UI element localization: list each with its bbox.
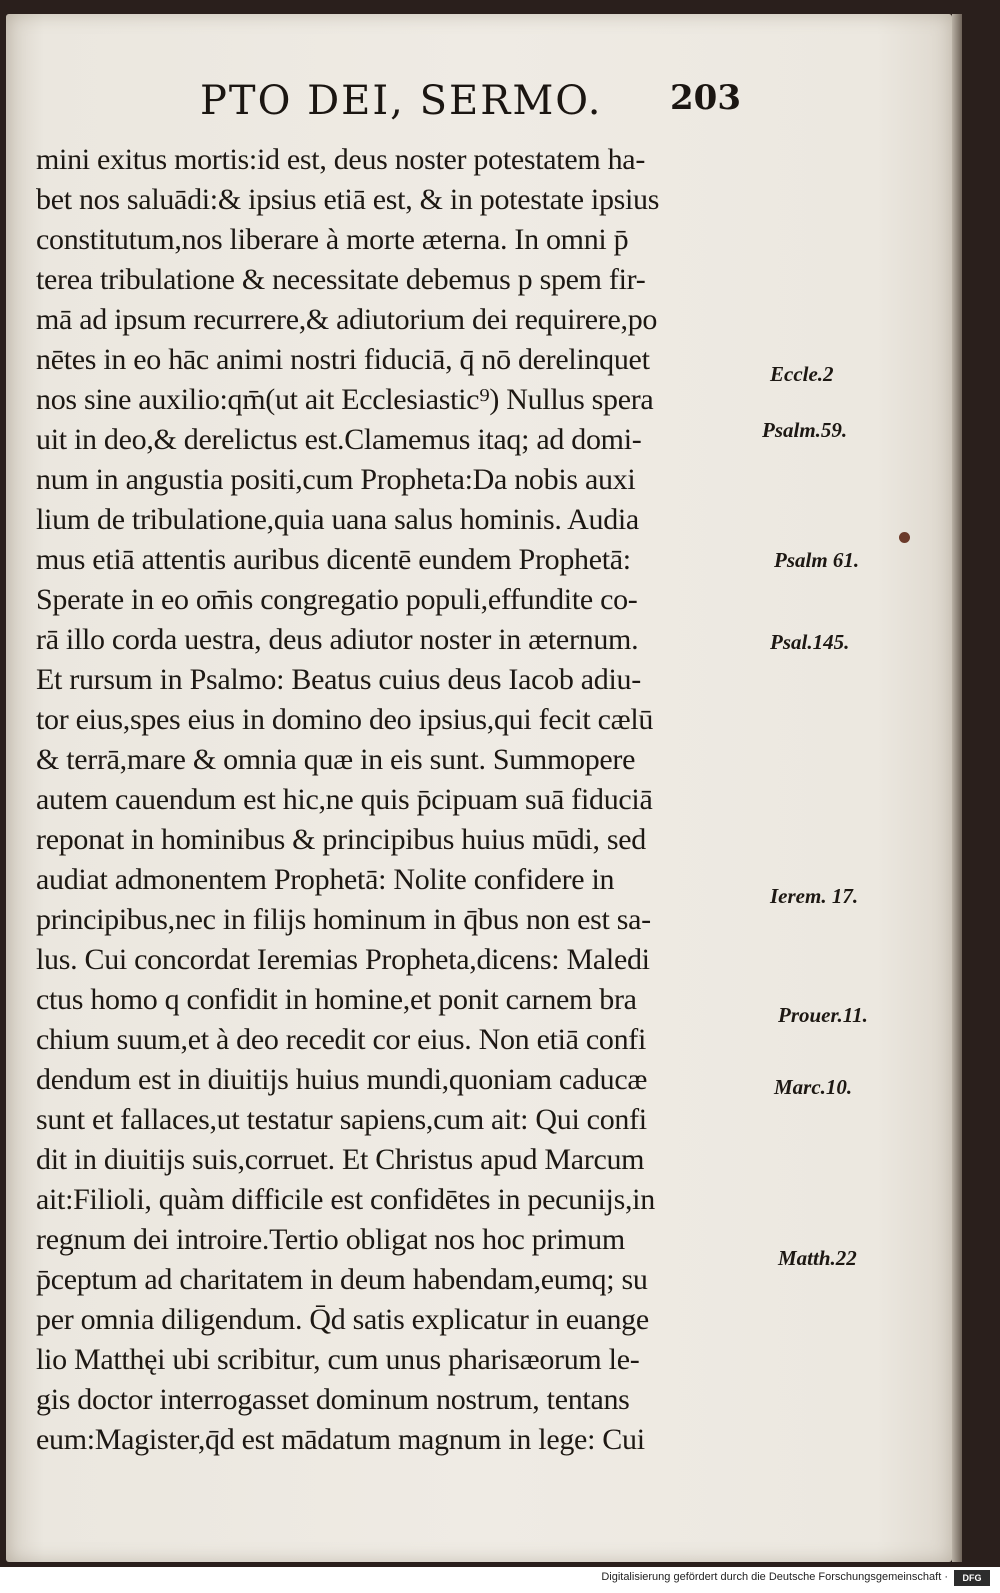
dfg-logo: DFG — [954, 1570, 990, 1586]
page-number: 203 — [670, 78, 741, 118]
text-line: & terrā,mare & omnia quæ in eis sunt. Summopere — [36, 743, 636, 776]
text-line: mā ad ipsum recurrere,& adiutorium dei requirere,po — [36, 303, 658, 336]
text-line: p̄ceptum ad charitatem in deum habendam,eumq; su — [36, 1263, 648, 1296]
text-line: lio Matthęi ubi scribitur, cum unus pharisæorum le- — [36, 1343, 640, 1376]
text-line: regnum dei introire.Tertio obligat nos hoc primum — [36, 1223, 625, 1256]
text-line: ait:Filioli, quàm difficile est confidētes in pecunijs,in — [36, 1183, 655, 1216]
text-line: num in angustia positi,cum Propheta:Da nobis auxi — [36, 463, 636, 496]
text-line: gis doctor interrogasset dominum nostrum, tentans — [36, 1383, 630, 1416]
text-line: per omnia diligendum. Q̄d satis explicatur in euange — [36, 1303, 649, 1336]
text-line: lium de tribulatione,quia uana salus hominis. Audia — [36, 503, 639, 536]
text-line: mus etiā attentis auribus dicentē eundem Prophetā: — [36, 543, 631, 576]
text-line: Sperate in eo om̄is congregatio populi,effundite co- — [36, 583, 638, 616]
text-line: tor eius,spes eius in domino deo ipsius,qui fecit cælū — [36, 703, 654, 736]
margin-note-jeremiah-17: Ierem. 17. — [770, 884, 859, 908]
text-line: nētes in eo hāc animi nostri fiduciā, q̄ nō derelinquet — [36, 343, 650, 376]
page-edge-shadow — [952, 14, 962, 1562]
text-line: reponat in hominibus & principibus huius mūdi, sed — [36, 823, 646, 856]
text-line: sunt et fallaces,ut testatur sapiens,cum ait: Qui confi — [36, 1103, 647, 1136]
text-line: terea tribulatione & necessitate debemus p spem fir- — [36, 263, 646, 296]
text-line: mini exitus mortis:id est, deus noster potestatem ha- — [36, 143, 646, 176]
text-line: constitutum,nos liberare à morte æterna. In omni p̄ — [36, 223, 629, 256]
text-line: autem cauendum est hic,ne quis p̄cipuam suā fiduciā — [36, 783, 653, 816]
margin-note-psalm-61: Psalm 61. — [774, 548, 860, 572]
text-line: audiat admonentem Prophetā: Nolite confidere in — [36, 863, 615, 896]
digitization-footer — [0, 1567, 1000, 1593]
page-header — [200, 78, 740, 134]
text-line: lus. Cui concordat Ieremias Propheta,dicens: Maledi — [36, 943, 650, 976]
text-line: principibus,nec in filijs hominum in q̄bus non est sa- — [36, 903, 651, 936]
text-line: chium suum,et à deo recedit cor eius. Non etiā confi — [36, 1023, 647, 1056]
margin-note-mark-10: Marc.10. — [774, 1075, 853, 1099]
text-line: eum:Magister,q̄d est mādatum magnum in lege: Cui — [36, 1423, 645, 1456]
margin-note-psalm-145: Psal.145. — [770, 630, 850, 654]
margin-note-psalm-59: Psalm.59. — [762, 418, 848, 442]
ink-spot — [899, 532, 910, 543]
body-text — [36, 140, 766, 1464]
text-line: dit in diuitijs suis,corruet. Et Christus apud Marcum — [36, 1143, 645, 1176]
running-title: PTO DEI, SERMO. — [200, 78, 603, 124]
text-line: bet nos saluādi:& ipsius etiā est, & in potestate ipsius — [36, 183, 660, 216]
margin-note-proverbs-11: Prouer.11. — [778, 1003, 868, 1027]
text-line: nos sine auxilio:qm̄(ut ait Ecclesiastic⁹) Nullus spera — [36, 383, 654, 416]
text-line: uit in deo,& derelictus est.Clamemus itaq; ad domi- — [36, 423, 642, 456]
text-line: dendum est in diuitijs huius mundi,quoniam caducæ — [36, 1063, 648, 1096]
text-line: ctus homo q confidit in homine,et ponit carnem bra — [36, 983, 637, 1016]
margin-note-matthew-22: Matth.22 — [778, 1246, 857, 1270]
text-line: Et rursum in Psalmo: Beatus cuius deus Iacob adiu- — [36, 663, 641, 696]
margin-note-ecclesiasticus: Eccle.2 — [770, 362, 834, 386]
text-line: rā illo corda uestra, deus adiutor noster in æternum. — [36, 623, 639, 656]
funding-credit: Digitalisierung gefördert durch die Deutsche Forschungsgemeinschaft · — [601, 1571, 948, 1583]
